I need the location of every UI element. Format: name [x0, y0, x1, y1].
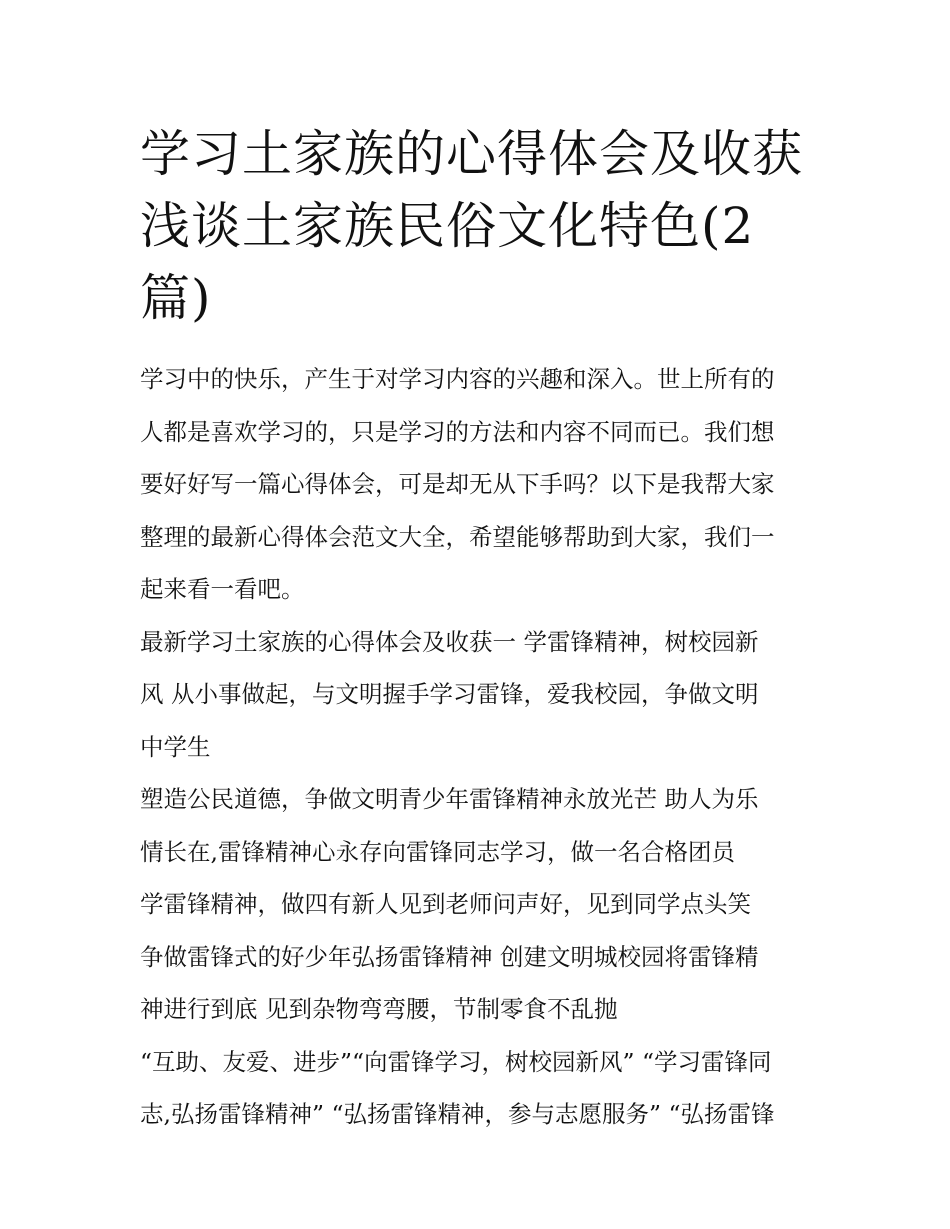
body-line: 争做雷锋式的好少年弘扬雷锋精神 创建文明城校园将雷锋精: [140, 942, 759, 971]
body-line: 志,弘扬雷锋精神” “弘扬雷锋精神，参与志愿服务” “弘扬雷锋: [140, 1100, 775, 1128]
body-line: 起来看一看吧。: [140, 575, 305, 603]
body-line: 塑造公民道德，争做文明青少年雷锋精神永放光芒 助人为乐: [140, 785, 759, 813]
body-line: 整理的最新心得体会范文大全，希望能够帮助到大家，我们一: [140, 522, 775, 551]
body-line: 神进行到底 见到杂物弯弯腰，节制零食不乱抛: [140, 995, 618, 1023]
body-line: “互助、友爱、进步”“向雷锋学习，树校园新风” “学习雷锋同: [140, 1047, 772, 1076]
body-line: 要好好写一篇心得体会，可是却无从下手吗？以下是我帮大家: [140, 470, 775, 498]
body-line: 风 从小事做起，与文明握手学习雷锋，爱我校园，争做文明: [140, 680, 759, 708]
body-line: 中学生: [140, 732, 211, 761]
body-line: 人都是喜欢学习的，只是学习的方法和内容不同而已。我们想: [140, 417, 775, 446]
body-line: 最新学习土家族的心得体会及收获一 学雷锋精神，树校园新: [140, 627, 759, 656]
body-line: 学雷锋精神，做四有新人见到老师问声好，见到同学点头笑: [140, 890, 751, 918]
body-line: 学习中的快乐，产生于对学习内容的兴趣和深入。世上所有的: [140, 365, 775, 393]
body-line: 情长在,雷锋精神心永存向雷锋同志学习，做一名合格团员: [140, 837, 735, 866]
document-title: 学习土家族的心得体会及收获浅谈土家族民俗文化特色(2篇): [140, 125, 803, 327]
document-page: [140, 0, 820, 1229]
document-body: [140, 353, 820, 1141]
